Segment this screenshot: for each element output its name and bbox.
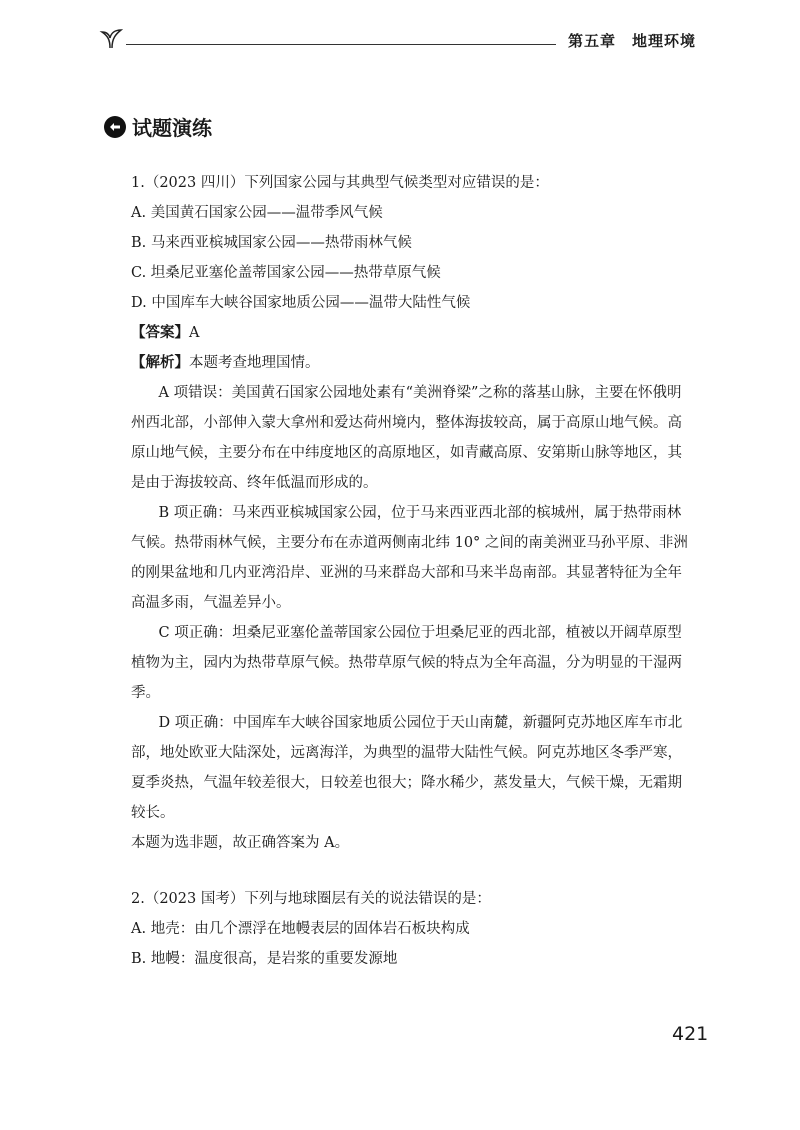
answer-label: 【答案】 [131, 324, 189, 341]
question-2-option-b: B. 地幔：温度很高，是岩浆的重要发源地 [131, 951, 398, 967]
question-1-option-d: D. 中国库车大峡谷国家地质公园——温带大陆性气候 [131, 295, 471, 311]
answer-value: A [189, 325, 200, 341]
section-badge-icon [104, 116, 126, 138]
analysis-line [131, 348, 693, 378]
question-2-option-a: A. 地壳：由几个漂浮在地幔表层的固体岩石板块构成 [131, 921, 470, 937]
analysis-paragraph-d: D 项正确：中国库车大峡谷国家地质公园位于天山南麓，新疆阿克苏地区库车市北部，地处欧亚大陆深处，远离海洋，为典型的温带大陆性气候。阿克苏地区冬季严寒，夏季炎热，气温年较差很大，日较差也很大；降水稀少，蒸发量大，气候干燥，无霜期较长。 [131, 715, 683, 821]
analysis-paragraph-b: B 项正确：马来西亚槟城国家公园，位于马来西亚西北部的槟城州，属于热带雨林气候。热带雨林气候，主要分布在赤道两侧南北纬 10° 之间的南美洲亚马孙平原、非洲的刚果盆地和几内亚湾沿岸、亚洲的马来群岛大部和马来半岛南部。其显著特征为全年高温多雨，气温差异小。 [131, 505, 688, 611]
chapter-title: 第五章 地理环境 [567, 32, 696, 50]
leaf-ornament-icon [96, 22, 126, 52]
analysis-intro: 本题考查地理国情。 [189, 355, 320, 371]
running-header [96, 22, 696, 62]
section-title: 试题演练 [132, 116, 212, 140]
analysis-paragraph-c: C 项正确：坦桑尼亚塞伦盖蒂国家公园位于坦桑尼亚的西北部，植被以开阔草原型植物为主，园内为热带草原气候。热带草原气候的特点为全年高温，分为明显的干湿两季。 [131, 625, 682, 701]
question-2-stem: 2.（2023 国考）下列与地球圈层有关的说法错误的是： [131, 891, 491, 907]
page-number: 421 [672, 1023, 709, 1045]
analysis-conclusion: 本题为选非题，故正确答案为 A。 [131, 835, 350, 851]
page-content [131, 168, 693, 974]
question-1-option-b: B. 马来西亚槟城国家公园——热带雨林气候 [131, 235, 412, 251]
question-1-stem: 1.（2023 四川）下列国家公园与其典型气候类型对应错误的是： [131, 175, 549, 191]
question-1-option-a: A. 美国黄石国家公园——温带季风气候 [131, 205, 383, 221]
question-1-option-c: C. 坦桑尼亚塞伦盖蒂国家公园——热带草原气候 [131, 265, 441, 281]
question-spacer [131, 858, 693, 884]
answer-line [131, 318, 693, 348]
header-rule [126, 44, 556, 45]
analysis-paragraph-a: A 项错误：美国黄石国家公园地处素有“美洲脊梁”之称的落基山脉，主要在怀俄明州西北部，小部伸入蒙大拿州和爱达荷州境内，整体海拔较高，属于高原山地气候。高原山地气候，主要分布在中纬度地区的高原地区，如青藏高原、安第斯山脉等地区，其是由于海拔较高、终年低温而形成的。 [131, 385, 682, 491]
analysis-label: 【解析】 [131, 354, 189, 371]
section-heading [104, 112, 212, 141]
